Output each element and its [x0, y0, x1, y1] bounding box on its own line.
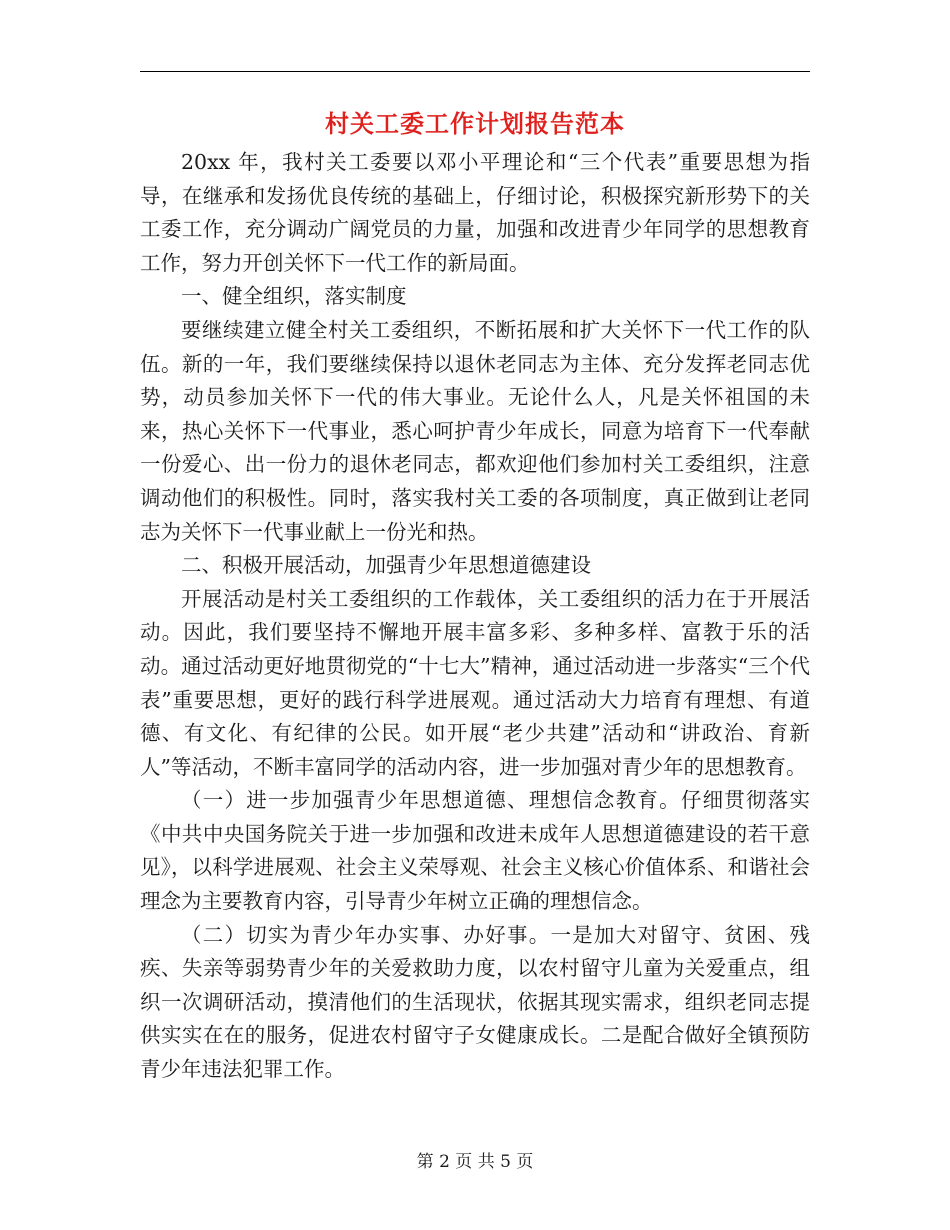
paragraph-item-2: （二）切实为青少年办实事、办好事。一是加大对留守、贫困、残疾、失亲等弱势青少年的关爱救助力度，以农村留守儿童为关爱重点，组织一次调研活动，摸清他们的生活现状，依据其现实需求，组织老同志提供实实在在的服务，促进农村留守子女健康成长。二是配合做好全镇预防青少年违法犯罪工作。: [140, 922, 810, 1082]
paragraph-item-1: （一）进一步加强青少年思想道德、理想信念教育。仔细贯彻落实《中共中央国务院关于进一步加强和改进未成年人思想道德建设的若干意见》，以科学进展观、社会主义荣辱观、社会主义核心价值体系、和谐社会理念为主要教育内容，引导青少年树立正确的理想信念。: [140, 788, 810, 914]
paragraph-intro: 20xx 年，我村关工委要以邓小平理论和“三个代表”重要思想为指导，在继承和发扬优良传统的基础上，仔细讨论，积极探究新形势下的关工委工作，充分调动广阔党员的力量，加强和改进青少年同学的思想教育工作，努力开创关怀下一代工作的新局面。: [140, 150, 810, 275]
document-body: [140, 146, 810, 1087]
paragraph-activities: 开展活动是村关工委组织的工作载体，关工委组织的活力在于开展活动。因此，我们要坚持不懈地开展丰富多彩、多种多样、富教于乐的活动。通过活动更好地贯彻党的“十七大”精神，通过活动进一步落实“三个代表”重要思想，更好的践行科学进展观。通过活动大力培育有理想、有道德、有文化、有纪律的公民。如开展“老少共建”活动和“讲政治、育新人”等活动，不断丰富同学的活动内容，进一步加强对青少年的思想教育。: [140, 586, 810, 779]
page-footer: 第 2 页 共 5 页: [416, 1152, 534, 1172]
paragraph-organization: 要继续建立健全村关工委组织，不断拓展和扩大关怀下一代工作的队伍。新的一年，我们要继续保持以退休老同志为主体、充分发挥老同志优势，动员参加关怀下一代的伟大事业。无论什么人，凡是关怀祖国的未来，热心关怀下一代事业，悉心呵护青少年成长，同意为培育下一代奉献一份爱心、出一份力的退休老同志，都欢迎他们参加村关工委组织，注意调动他们的积极性。同时，落实我村关工委的各项制度，真正做到让老同志为关怀下一代事业献上一份光和热。: [140, 317, 810, 544]
header-rule: [140, 71, 810, 72]
section-heading-1: 一、健全组织，落实制度: [181, 284, 407, 309]
section-heading-2: 二、积极开展活动，加强青少年思想道德建设: [181, 553, 591, 578]
document-title: 村关工委工作计划报告范本: [325, 109, 625, 138]
